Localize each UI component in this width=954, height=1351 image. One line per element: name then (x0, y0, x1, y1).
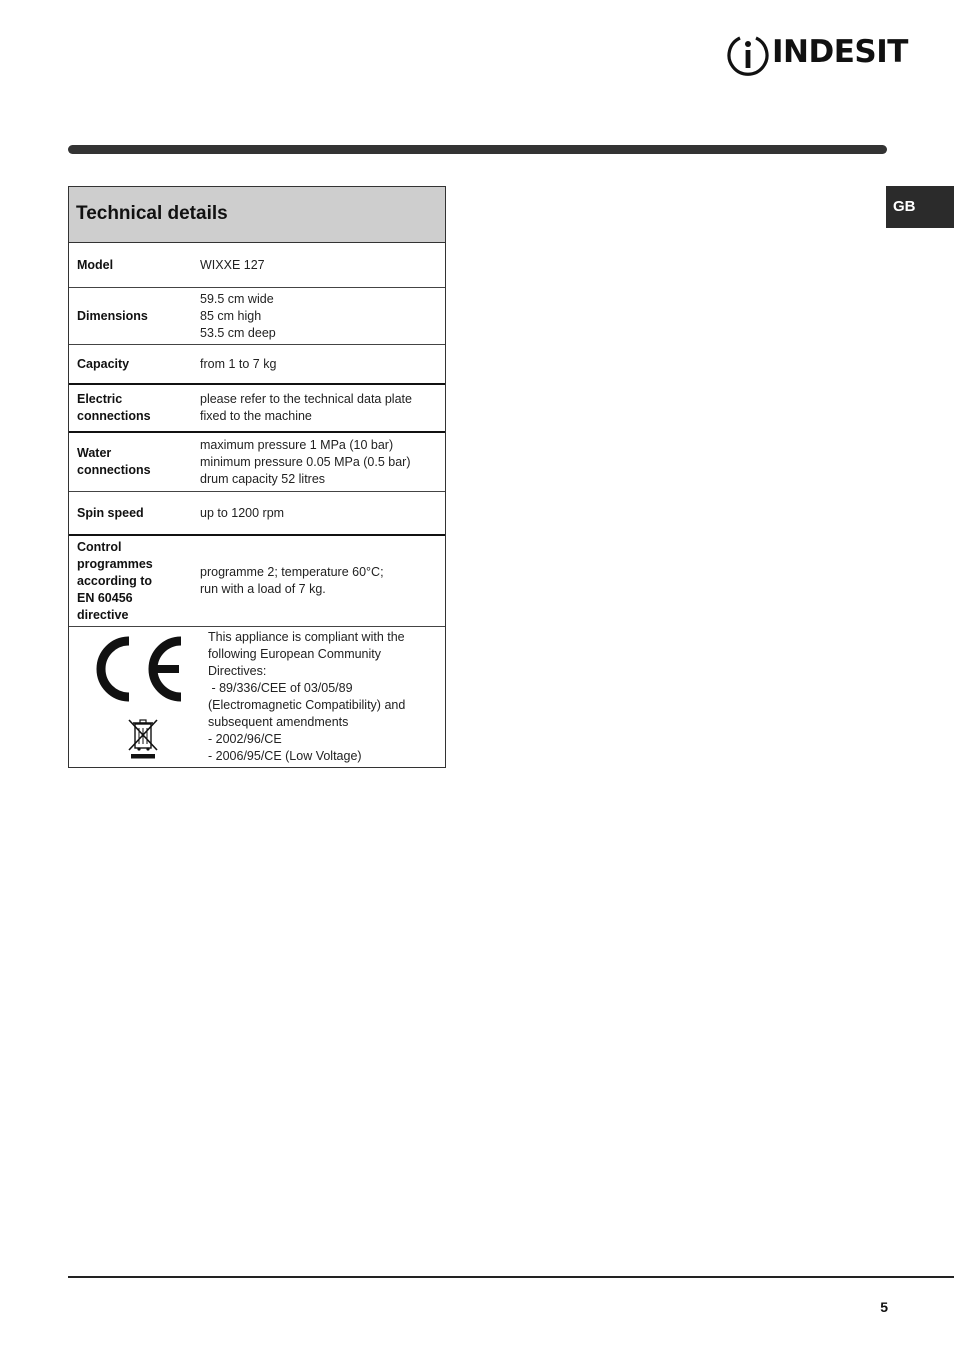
row-value: WIXXE 127 (200, 257, 265, 272)
row-label: Capacity (77, 356, 130, 371)
table-row-model (69, 243, 445, 288)
row-value: up to 1200 rpm (200, 505, 285, 520)
row-label: Model (77, 257, 114, 272)
table-row-spin-speed (69, 492, 445, 536)
brand-name: INDESIT (772, 34, 908, 70)
footer-rule (68, 1276, 954, 1278)
table-row-control-programmes (69, 536, 445, 627)
row-value: maximum pressure 1 MPa (10 bar) minimum pressure 0.05 MPa (0.5 bar) drum capacity 52 litres (200, 437, 411, 486)
row-value: programme 2; temperature 60°C; run with a load of 7 kg. (200, 565, 384, 596)
page-number: 5 (880, 1299, 888, 1315)
row-value: 59.5 cm wide 85 cm high 53.5 cm deep (200, 291, 276, 340)
ce-mark-icon (91, 633, 187, 705)
table-row-dimensions (69, 288, 445, 345)
row-label: Water connections (77, 446, 151, 477)
weee-bin-icon (126, 718, 160, 760)
row-label: Electric connections (77, 392, 151, 423)
header-rule (68, 145, 887, 154)
row-label: Spin speed (77, 505, 144, 520)
language-tab: GB (886, 186, 954, 228)
table-row-electric (69, 385, 445, 433)
technical-details-table (68, 186, 446, 768)
row-value: please refer to the technical data plate fixed to the machine (200, 392, 412, 423)
indesit-logo (726, 32, 908, 76)
table-title: Technical details (69, 187, 445, 243)
compliance-text: This appliance is compliant with the following European Community Directives: - 89/336/CEE of 03/05/89 (Electromagnetic Compatibility) and subsequent amendments - 2002/96/CE - 2006/95/CE (Low Voltage) (208, 630, 406, 763)
certification-marks (69, 627, 208, 767)
table-row-capacity (69, 345, 445, 385)
table-row-compliance (69, 627, 445, 767)
row-label: Control programmes according to EN 60456 directive (77, 539, 153, 622)
indesit-logo-icon (726, 32, 770, 76)
table-row-water (69, 433, 445, 492)
row-label: Dimensions (77, 308, 148, 323)
row-value: from 1 to 7 kg (200, 356, 277, 371)
